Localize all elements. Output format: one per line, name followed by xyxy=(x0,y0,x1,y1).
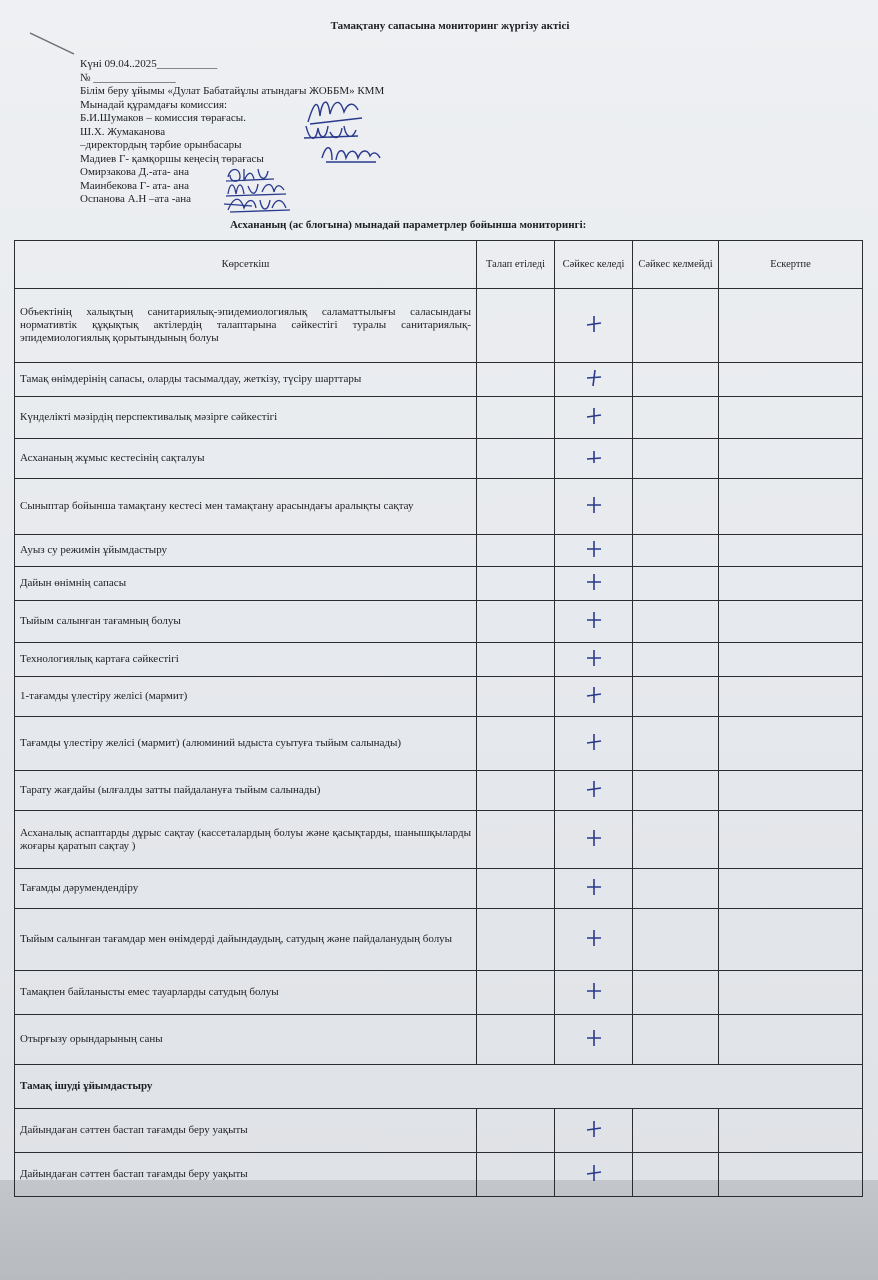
note-cell xyxy=(719,397,863,439)
indicator-cell: Асхананың жұмыс кестесінің сақталуы xyxy=(15,439,477,479)
plus-mark-icon xyxy=(584,981,604,1001)
compliant-cell xyxy=(555,567,633,601)
plus-mark-icon xyxy=(584,447,604,467)
compliant-cell xyxy=(555,643,633,677)
member-4: Омирзакова Д.-ата- ана xyxy=(80,166,190,178)
table-row xyxy=(15,567,863,601)
noncompliant-cell xyxy=(633,909,719,971)
noncompliant-cell xyxy=(633,1109,719,1153)
noncompliant-cell xyxy=(633,869,719,909)
required-cell xyxy=(477,643,555,677)
noncompliant-cell xyxy=(633,397,719,439)
note-cell xyxy=(719,869,863,909)
required-cell xyxy=(477,1153,555,1197)
table-subtitle: Асхананың (ас блогына) мынадай параметрлер бойынша мониторингі: xyxy=(230,219,587,231)
header-compliant: Сәйкес келеді xyxy=(555,241,633,289)
noncompliant-cell xyxy=(633,643,719,677)
table-row xyxy=(15,289,863,363)
compliant-cell xyxy=(555,1109,633,1153)
plus-mark-icon xyxy=(584,406,604,426)
required-cell xyxy=(477,869,555,909)
table-row xyxy=(15,971,863,1015)
table-row xyxy=(15,909,863,971)
compliant-cell xyxy=(555,811,633,869)
required-cell xyxy=(477,677,555,717)
noncompliant-cell xyxy=(633,567,719,601)
member-2-role: –директордың тәрбие орынбасары xyxy=(80,139,242,151)
required-cell xyxy=(477,363,555,397)
compliant-cell xyxy=(555,289,633,363)
indicator-cell: Ауыз су режимін ұйымдастыру xyxy=(15,535,477,567)
plus-mark-icon xyxy=(584,1028,604,1048)
required-cell xyxy=(477,971,555,1015)
note-cell xyxy=(719,971,863,1015)
plus-mark-icon xyxy=(584,539,604,559)
compliant-cell xyxy=(555,439,633,479)
noncompliant-cell xyxy=(633,771,719,811)
plus-mark-icon xyxy=(584,1163,604,1183)
plus-mark-icon xyxy=(584,1119,604,1139)
member-6: Оспанова А.Н –ата -ана xyxy=(80,193,192,205)
table-row xyxy=(15,643,863,677)
note-cell xyxy=(719,771,863,811)
indicator-cell: Тыйым салынған тағамның болуы xyxy=(15,601,477,643)
note-cell xyxy=(719,811,863,869)
header-noncompliant: Сәйкес келмейді xyxy=(633,241,719,289)
plus-mark-icon xyxy=(584,495,604,515)
plus-mark-icon xyxy=(584,828,604,848)
member-3: Мадиев Г- қамқоршы кеңесің төрағасы xyxy=(80,152,264,165)
table-row xyxy=(15,1153,863,1197)
plus-mark-icon xyxy=(584,732,604,752)
compliant-cell xyxy=(555,601,633,643)
indicator-cell: Дайын өнімнің сапасы xyxy=(15,567,477,601)
compliant-cell xyxy=(555,397,633,439)
compliant-cell xyxy=(555,363,633,397)
required-cell xyxy=(477,397,555,439)
signature-6 xyxy=(222,192,297,216)
table-row xyxy=(15,479,863,535)
note-cell xyxy=(719,289,863,363)
noncompliant-cell xyxy=(633,535,719,567)
indicator-cell: Тарату жағдайы (ылғалды затты пайдалануға тыйым салынады) xyxy=(15,771,477,811)
plus-mark-icon xyxy=(584,685,604,705)
note-cell xyxy=(719,643,863,677)
member-2: Ш.Х. Жумаканова xyxy=(80,125,166,138)
required-cell xyxy=(477,1109,555,1153)
section-heading: Тамақ ішуді ұйымдастыру xyxy=(15,1065,863,1109)
noncompliant-cell xyxy=(633,811,719,869)
indicator-cell: Тамақпен байланысты емес тауарларды сатудың болуы xyxy=(15,971,477,1015)
required-cell xyxy=(477,479,555,535)
required-cell xyxy=(477,1015,555,1065)
note-cell xyxy=(719,363,863,397)
note-cell xyxy=(719,1109,863,1153)
table-row xyxy=(15,397,863,439)
compliant-cell xyxy=(555,869,633,909)
indicator-cell: Объектінің халықтың санитариялық-эпидемиологиялық саламаттылығы саласындағы нормативтік құқықтық актілердің талаптарына сәйкестігі туралы санитариялық-эпидемиологиялық қорытындының болуы xyxy=(15,289,477,363)
header-indicator: Көрсеткіш xyxy=(15,241,477,289)
table-row xyxy=(15,771,863,811)
required-cell xyxy=(477,717,555,771)
table-row xyxy=(15,439,863,479)
noncompliant-cell xyxy=(633,289,719,363)
plus-mark-icon xyxy=(584,779,604,799)
pen-mark xyxy=(28,30,78,60)
header-note: Ескертпе xyxy=(719,241,863,289)
indicator-cell: Сыныптар бойынша тамақтану кестесі мен тамақтану арасындағы аралықты сақтау xyxy=(15,479,477,535)
noncompliant-cell xyxy=(633,479,719,535)
table-row xyxy=(15,535,863,567)
compliant-cell xyxy=(555,535,633,567)
section-row xyxy=(15,1065,863,1109)
plus-mark-icon xyxy=(584,928,604,948)
note-cell xyxy=(719,439,863,479)
note-cell xyxy=(719,1015,863,1065)
plus-mark-icon xyxy=(584,877,604,897)
required-cell xyxy=(477,811,555,869)
compliant-cell xyxy=(555,479,633,535)
note-cell xyxy=(719,717,863,771)
date-line: Күні 09.04..2025___________ xyxy=(80,58,218,70)
note-cell xyxy=(719,567,863,601)
note-cell xyxy=(719,909,863,971)
document-title: Тамақтану сапасына мониторинг жүргізу актісі xyxy=(330,20,570,32)
compliant-cell xyxy=(555,1015,633,1065)
note-cell xyxy=(719,535,863,567)
note-cell xyxy=(719,601,863,643)
plus-mark-icon xyxy=(584,572,604,592)
noncompliant-cell xyxy=(633,717,719,771)
noncompliant-cell xyxy=(633,439,719,479)
note-cell xyxy=(719,1153,863,1197)
table-row xyxy=(15,1109,863,1153)
table-row xyxy=(15,717,863,771)
noncompliant-cell xyxy=(633,1153,719,1197)
number-line: № _______________ xyxy=(80,71,176,84)
indicator-cell: Дайындаған сәттен бастап тағамды беру уақыты xyxy=(15,1109,477,1153)
required-cell xyxy=(477,601,555,643)
member-5: Маинбекова Г- ата- ана xyxy=(80,179,189,192)
signature-3 xyxy=(316,138,386,168)
table-row xyxy=(15,601,863,643)
organization-line: Білім беру ұйымы «Дулат Бабатайұлы атындағы ЖОББМ» КММ xyxy=(80,85,385,97)
table-row xyxy=(15,869,863,909)
monitoring-table xyxy=(14,240,863,1197)
table-row xyxy=(15,811,863,869)
table-row xyxy=(15,1015,863,1065)
compliant-cell xyxy=(555,909,633,971)
compliant-cell xyxy=(555,1153,633,1197)
indicator-cell: Дайындаған сәттен бастап тағамды беру уақыты xyxy=(15,1153,477,1197)
note-cell xyxy=(719,479,863,535)
indicator-cell: Күнделікті мәзірдің перспективалық мәзірге сәйкестігі xyxy=(15,397,477,439)
plus-mark-icon xyxy=(584,314,604,334)
indicator-cell: Асханалық аспаптарды дұрыс сақтау (кассеталардың болуы және қасықтарды, шанышқыларды жоғары қаратып сақтау ) xyxy=(15,811,477,869)
table-header-row xyxy=(15,241,863,289)
required-cell xyxy=(477,909,555,971)
compliant-cell xyxy=(555,771,633,811)
required-cell xyxy=(477,289,555,363)
commission-intro: Мынадай құрамдағы комиссия: xyxy=(80,98,228,111)
table-row xyxy=(15,363,863,397)
noncompliant-cell xyxy=(633,677,719,717)
compliant-cell xyxy=(555,971,633,1015)
noncompliant-cell xyxy=(633,1015,719,1065)
indicator-cell: Тыйым салынған тағамдар мен өнімдерді дайындаудың, сатудың және пайдаланудың болуы xyxy=(15,909,477,971)
plus-mark-icon xyxy=(584,368,604,388)
noncompliant-cell xyxy=(633,601,719,643)
required-cell xyxy=(477,535,555,567)
required-cell xyxy=(477,567,555,601)
noncompliant-cell xyxy=(633,971,719,1015)
compliant-cell xyxy=(555,677,633,717)
noncompliant-cell xyxy=(633,363,719,397)
required-cell xyxy=(477,439,555,479)
member-1: Б.И.Шумаков – комиссия төрағасы. xyxy=(80,112,246,124)
indicator-cell: Тамақ өнімдерінің сапасы, оларды тасымалдау, жеткізу, түсіру шарттары xyxy=(15,363,477,397)
table-row xyxy=(15,677,863,717)
indicator-cell: Тағамды дәрумендендіру xyxy=(15,869,477,909)
note-cell xyxy=(719,677,863,717)
plus-mark-icon xyxy=(584,648,604,668)
required-cell xyxy=(477,771,555,811)
compliant-cell xyxy=(555,717,633,771)
plus-mark-icon xyxy=(584,610,604,630)
header-required: Талап етіледі xyxy=(477,241,555,289)
indicator-cell: Отырғызу орындарының саны xyxy=(15,1015,477,1065)
indicator-cell: 1-тағамды үлестіру желісі (мармит) xyxy=(15,677,477,717)
indicator-cell: Технологиялық картаға сәйкестігі xyxy=(15,643,477,677)
indicator-cell: Тағамды үлестіру желісі (мармит) (алюминий ыдыста суытуға тыйым салынады) xyxy=(15,717,477,771)
